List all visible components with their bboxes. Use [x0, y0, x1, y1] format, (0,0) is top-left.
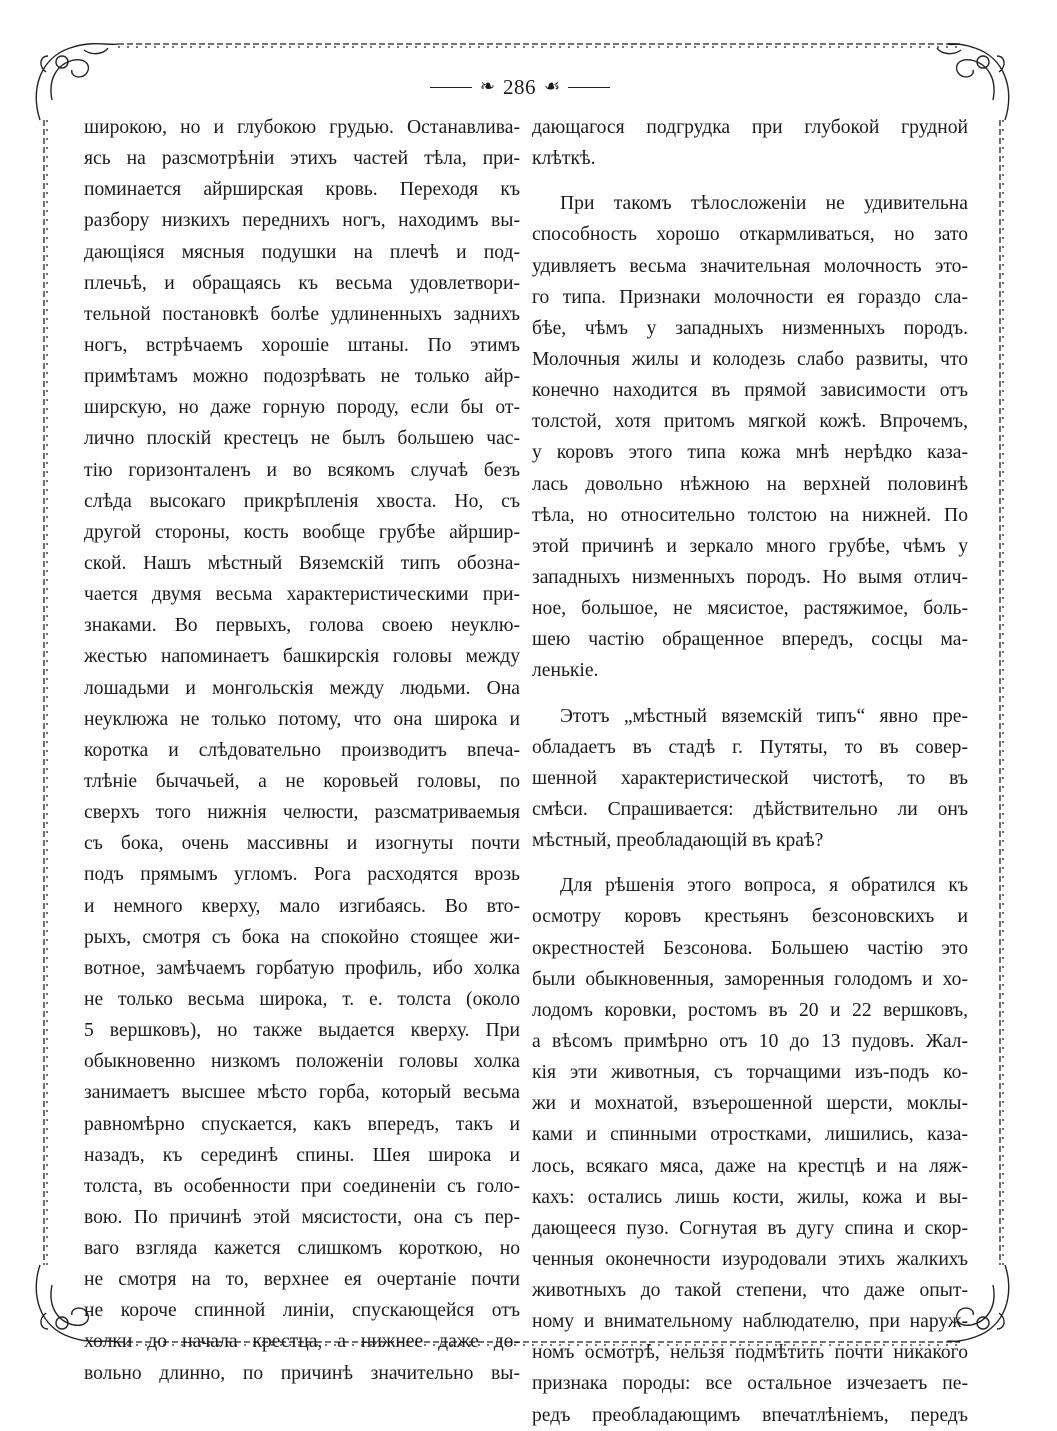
header-rule-left	[430, 87, 472, 88]
text-line: удивляетъ весьма значительная молочность это-	[532, 255, 968, 277]
text-line: холки до начала крестца, а нижнее даже до-	[84, 1331, 520, 1353]
text-line: 5 вершковъ), но также выдается кверху. При	[84, 1020, 520, 1042]
paragraph-gap	[532, 856, 968, 870]
text-line: у коровъ этого типа кожа мнѣ нерѣдко каза-	[532, 442, 968, 464]
text-line: не только весьма широка, т. е. толста (около	[84, 988, 520, 1010]
text-line: номъ осмотрѣ, нельзя подмѣтить почти никакого	[532, 1342, 968, 1364]
text-line: дающееся пузо. Согнутая въ дугу спина и скор-	[532, 1217, 968, 1239]
text-line: Этотъ „мѣстный вяземскій типъ“ явно пре-	[560, 705, 968, 727]
text-line: другой стороны, кость вообще грубѣе айршир-	[84, 521, 520, 543]
text-line: бѣе, чѣмъ у западныхъ низменныхъ породъ.	[532, 317, 968, 339]
text-line: смѣси. Спрашивается: дѣйствительно ли онъ	[532, 798, 968, 820]
corner-ornament-top-left	[36, 44, 118, 120]
text-line: были обыкновенныя, заморенныя голодомъ и хо-	[532, 968, 968, 990]
text-line: рыхъ, смотря съ бока на спокойно стоящее жи-	[84, 926, 520, 948]
text-line: лась довольно нѣжною на верхней половинѣ	[532, 473, 968, 495]
text-line: вою. По причинѣ этой мясистости, она съ пер-	[84, 1206, 520, 1228]
corner-ornament-top-right	[937, 44, 1009, 120]
paragraph-gap	[532, 174, 968, 188]
text-line: ской. Нашъ мѣстный Вяземскій типъ обозна-	[84, 552, 520, 574]
text-line: жестью напоминаетъ башкирскія головы между	[84, 646, 520, 668]
text-line: ясь на разсмотрѣніи этихъ частей тѣла, при-	[84, 148, 520, 170]
text-line: обыкновенно низкомъ положеніи головы холка	[84, 1051, 520, 1073]
text-line: толстой, хотя притомъ мягкой кожѣ. Впрочемъ,	[532, 411, 968, 433]
text-line: поминается айрширская кровь. Переходя къ	[84, 179, 520, 201]
text-line: примѣтамъ можно подозрѣвать не только айр-	[84, 366, 520, 388]
text-line: не короче спинной линіи, спускающейся отъ	[84, 1300, 520, 1322]
text-line: го типа. Признаки молочности ея гораздо сла-	[532, 286, 968, 308]
text-line: конечно находится въ прямой зависимости отъ	[532, 380, 968, 402]
text-line: тельной постановкѣ болѣе удлиненныхъ заднихъ	[84, 303, 520, 325]
left-text-column	[84, 112, 520, 1389]
text-line: способность хорошо откармливаться, но зато	[532, 224, 968, 246]
text-line: ленькіе.	[532, 660, 599, 682]
text-line: лошадьми и монгольскія между людьми. Она	[84, 677, 520, 699]
text-line: коротка и слѣдовательно производитъ впеча-	[84, 739, 520, 761]
paragraph-gap	[532, 687, 968, 701]
text-line: занимаетъ высшее мѣсто горба, который весьма	[84, 1082, 520, 1104]
text-line: широкою, но и глубокою грудью. Останавлива-	[84, 117, 520, 138]
text-line: разбору низкихъ переднихъ ногъ, находимъ вы-	[84, 210, 520, 232]
page-header	[420, 72, 620, 102]
text-line: чается двумя весьма характеристическими при-	[84, 584, 520, 606]
right-text-column	[532, 112, 968, 1431]
text-line: кахъ: остались лишь кости, жилы, кожа и вы-	[532, 1186, 968, 1208]
text-line: съ бока, очень массивны и изогнуты почти	[84, 833, 520, 855]
text-line: и немного кверху, мало изгибаясь. Во вто-	[84, 895, 520, 917]
text-line: ному и внимательному наблюдателю, при наруж-	[532, 1311, 968, 1333]
text-line: дающіяся мясныя подушки на плечѣ и под-	[84, 241, 520, 263]
text-line: плечьѣ, и обращаясь къ весьма удовлетвори-	[84, 272, 520, 294]
header-ornament-right: ☙	[543, 76, 561, 97]
header-rule-right	[568, 87, 610, 88]
text-line: ками и спинными отростками, лишились, каза-	[532, 1124, 968, 1146]
text-line: подъ прямымъ угломъ. Рога расходятся врозь	[84, 864, 520, 886]
text-line: окрестностей Безсонова. Большею частію это	[532, 937, 968, 959]
text-line: Молочныя жилы и колодезь слабо развиты, что	[532, 348, 968, 370]
text-line: ваго взгляда кажется слишкомъ короткою, но	[84, 1238, 520, 1260]
text-line: лодомъ коровки, ростомъ въ 20 и 22 вершковъ,	[532, 999, 968, 1021]
text-line: дающагося подгрудка при глубокой грудной	[532, 117, 968, 138]
text-line: шею частію обращенное впередъ, сосцы ма-	[532, 629, 968, 651]
text-line: сверхъ того нижнія челюсти, разсматриваемыя	[84, 802, 520, 824]
text-line: этой причинѣ и зеркало много грубѣе, чѣмъ у	[532, 535, 968, 557]
text-line: жи и мохнатой, взъерошенной шерсти, моклы-	[532, 1093, 968, 1115]
text-line: слѣда высокаго прикрѣпленія хвоста. Но, съ	[84, 490, 520, 512]
text-line: не смотря на то, верхнее ея очертаніе почти	[84, 1269, 520, 1291]
text-line: равномѣрно спускается, какъ впередъ, такъ и	[84, 1113, 520, 1135]
text-line: тѣла, но относительно толстою на нижней. По	[532, 504, 968, 526]
text-line: ногъ, встрѣчаемъ хорошіе штаны. По этимъ	[84, 334, 520, 356]
text-line: лично плоскій крестецъ не былъ большею час-	[84, 428, 520, 450]
text-line: При такомъ тѣлосложеніи не удивительна	[560, 193, 968, 215]
text-line: знаками. Во первыхъ, голова своею неуклю-	[84, 615, 520, 637]
text-line: вотное, замѣчаемъ горбатую профиль, ибо холка	[84, 957, 520, 979]
text-line: лось, всякаго мяса, даже на крестцѣ и на ляж-	[532, 1155, 968, 1177]
text-line: кія эти животныя, съ торчащими изъ-подъ ко-	[532, 1062, 968, 1084]
text-line: клѣткѣ.	[532, 148, 596, 170]
text-line: назадъ, къ серединѣ спины. Шея широка и	[84, 1144, 520, 1166]
text-line: мѣстный, преобладающій въ краѣ?	[532, 830, 824, 852]
text-line: толста, въ особенности при соединеніи съ голо-	[84, 1175, 520, 1197]
text-line: тлѣніе бычачьей, а не коровьей головы, по	[84, 770, 520, 792]
text-line: осмотру коровъ крестьянъ безсоновскихъ и	[532, 906, 968, 928]
header-ornament-left: ❧	[479, 76, 495, 97]
text-line: неуклюжа не только потому, что она широка и	[84, 708, 520, 730]
text-line: редъ преобладающимъ впечатлѣніемъ, передъ	[532, 1404, 968, 1426]
text-line: животныхъ до такой степени, что даже опыт-	[532, 1280, 968, 1302]
page-number: 286	[502, 74, 536, 99]
text-line: признака породы: все остальное изчезаетъ пе-	[532, 1373, 968, 1395]
text-line: а вѣсомъ примѣрно отъ 10 до 13 пудовъ. Жал-	[532, 1030, 968, 1052]
text-line: ченныя оконечности изуродовали этихъ жалкихъ	[532, 1248, 968, 1270]
text-line: тію горизонталенъ и во всякомъ случаѣ безъ	[84, 459, 520, 481]
text-line: обладаетъ въ стадѣ г. Путяты, то въ совер-	[532, 736, 968, 758]
text-line: западныхъ низменныхъ породъ. Но вымя отлич-	[532, 566, 968, 588]
text-line: вольно длинно, по причинѣ значительно вы-	[84, 1362, 520, 1384]
text-line: ное, большое, не мясистое, растяжимое, боль-	[532, 598, 968, 620]
text-line: Для рѣшенія этого вопроса, я обратился къ	[560, 875, 968, 897]
text-line: шенной характеристической чистотѣ, то въ	[532, 767, 968, 789]
text-line: ширскую, но даже горную породу, если бы от-	[84, 397, 520, 419]
